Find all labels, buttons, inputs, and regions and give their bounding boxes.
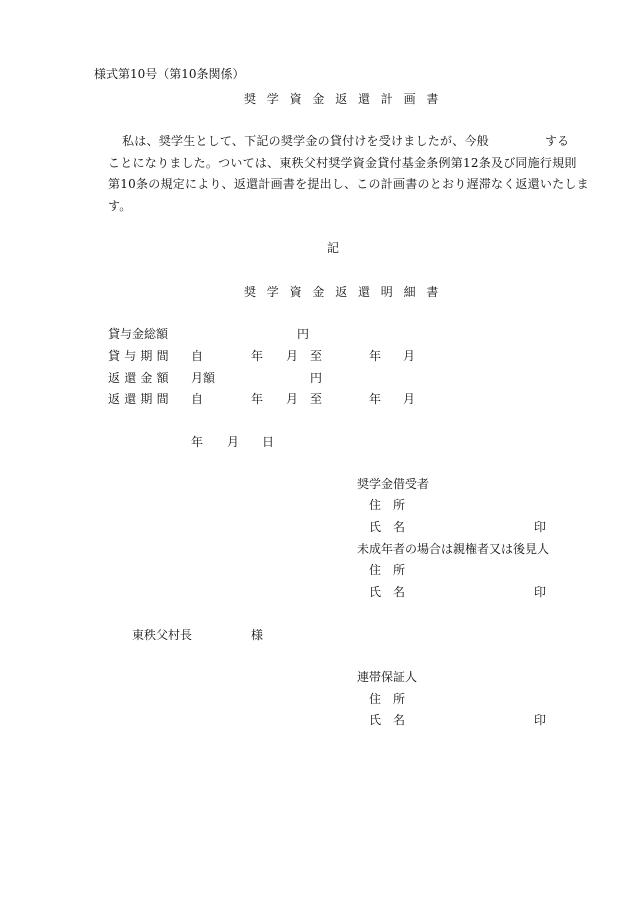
repay-to: 至 bbox=[310, 392, 323, 406]
repay-to-year: 年 bbox=[369, 392, 382, 406]
total-amount-unit: 円 bbox=[297, 327, 310, 341]
guarantor-name-label: 氏名 bbox=[369, 713, 418, 727]
guarantor-heading: 連帯保証人 bbox=[357, 670, 418, 684]
body-line-1-suffix: する bbox=[545, 134, 570, 148]
monthly-label: 月額 bbox=[191, 371, 216, 385]
body-line-2: ことになりました。ついては、東秩父村奨学資金貸付基金条例第12条及び同施行規則 bbox=[108, 156, 577, 170]
borrower-seal: 印 bbox=[534, 520, 547, 534]
guardian-heading: 未成年者の場合は親権者又は後見人 bbox=[357, 542, 550, 556]
repay-period-label: 返還期間 bbox=[108, 392, 173, 406]
date-day: 日 bbox=[262, 435, 275, 449]
loan-from: 自 bbox=[191, 349, 204, 363]
loan-to-month: 月 bbox=[403, 349, 416, 363]
loan-to: 至 bbox=[310, 349, 323, 363]
guarantor-seal: 印 bbox=[534, 713, 547, 727]
borrower-heading: 奨学金借受者 bbox=[357, 477, 430, 491]
total-amount-label: 貸与金総額 bbox=[108, 327, 169, 341]
date-month: 月 bbox=[227, 435, 240, 449]
form-number: 様式第10号（第10条関係） bbox=[94, 67, 245, 81]
guardian-seal: 印 bbox=[534, 585, 547, 599]
repay-from: 自 bbox=[191, 392, 204, 406]
loan-from-year: 年 bbox=[251, 349, 264, 363]
loan-to-year: 年 bbox=[369, 349, 382, 363]
borrower-name-label: 氏名 bbox=[369, 520, 418, 534]
borrower-address-label: 住所 bbox=[369, 498, 418, 512]
loan-from-month: 月 bbox=[286, 349, 299, 363]
document-title: 奨学資金返還計画書 bbox=[244, 92, 450, 106]
ki-mark: 記 bbox=[327, 241, 340, 255]
repay-from-month: 月 bbox=[286, 392, 299, 406]
guarantor-address-label: 住所 bbox=[369, 692, 418, 706]
details-title: 奨学資金返還明細書 bbox=[244, 285, 450, 299]
body-line-4: す。 bbox=[108, 199, 132, 213]
monthly-unit: 円 bbox=[310, 371, 323, 385]
body-line-1: 私は、奨学生として、下記の奨学金の貸付けを受けましたが、今般 bbox=[122, 134, 489, 148]
repay-amount-label: 返還金額 bbox=[108, 371, 173, 385]
repay-from-year: 年 bbox=[251, 392, 264, 406]
date-year: 年 bbox=[191, 435, 204, 449]
body-line-3: 第10条の規定により、返還計画書を提出し、この計画書のとおり遅滞なく返還いたしま bbox=[108, 177, 589, 191]
loan-period-label: 貸与期間 bbox=[108, 349, 173, 363]
guardian-name-label: 氏名 bbox=[369, 585, 418, 599]
addressee-honorific: 様 bbox=[251, 628, 264, 642]
addressee-name: 東秩父村長 bbox=[132, 628, 193, 642]
repay-to-month: 月 bbox=[403, 392, 416, 406]
guardian-address-label: 住所 bbox=[369, 563, 418, 577]
